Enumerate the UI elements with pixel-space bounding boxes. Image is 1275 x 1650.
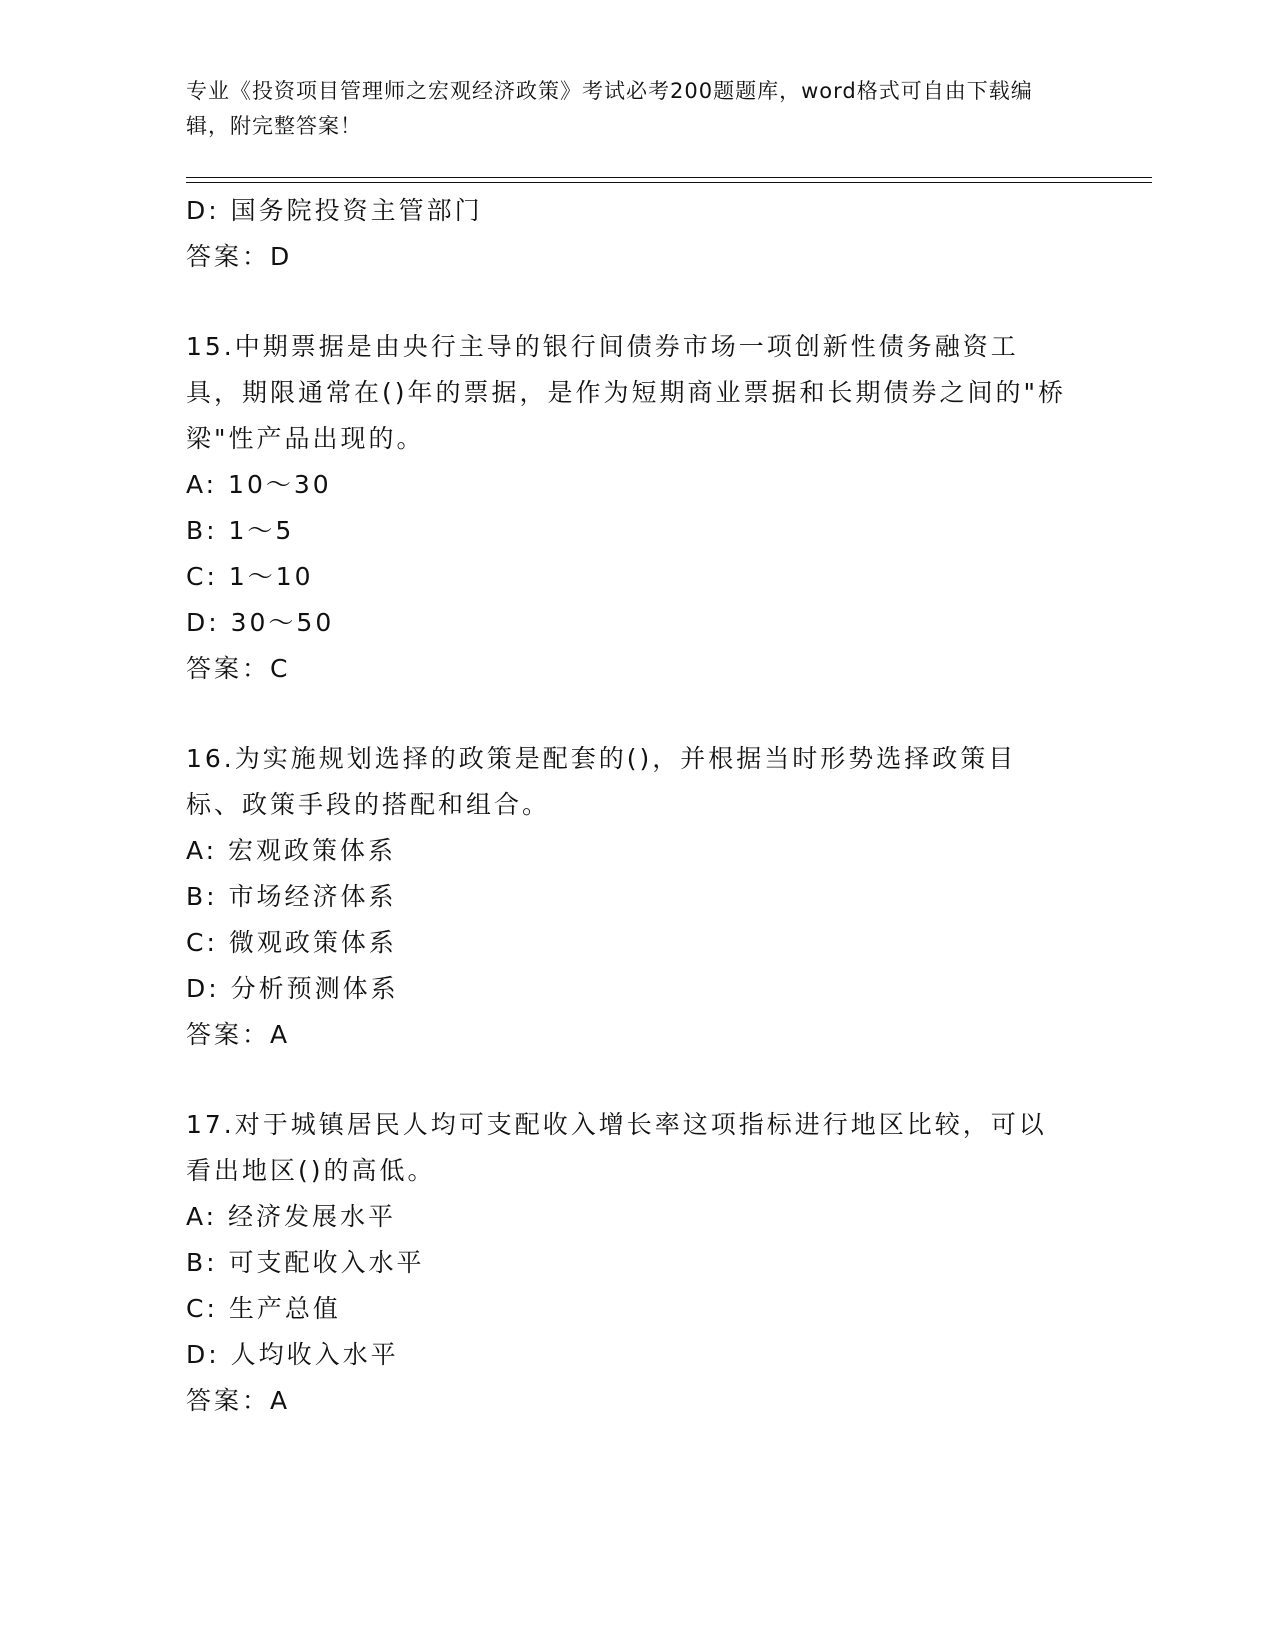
option-d: D: 国务院投资主管部门 xyxy=(186,196,483,225)
header-rule-top xyxy=(186,177,1152,178)
question-content xyxy=(186,188,1086,1468)
header-rule-bottom xyxy=(186,182,1152,183)
question-16 xyxy=(186,736,1086,1058)
option-b: B: 1～5 xyxy=(186,516,295,545)
option-c: C: 生产总值 xyxy=(186,1294,341,1323)
question-stem: 16.为实施规划选择的政策是配套的()，并根据当时形势选择政策目标、政策手段的搭配和组合。 xyxy=(186,744,1017,819)
option-a: A: 经济发展水平 xyxy=(186,1202,397,1231)
question-stem: 15.中期票据是由央行主导的银行间债券市场一项创新性债务融资工具，期限通常在()年的票据，是作为短期商业票据和长期债券之间的"桥梁"性产品出现的。 xyxy=(186,332,1067,453)
question-15 xyxy=(186,324,1086,692)
question-17 xyxy=(186,1102,1086,1424)
option-a: A: 宏观政策体系 xyxy=(186,836,397,865)
option-a: A: 10～30 xyxy=(186,470,332,499)
option-b: B: 可支配收入水平 xyxy=(186,1248,425,1277)
answer: 答案：D xyxy=(186,242,293,271)
option-d: D: 30～50 xyxy=(186,608,335,637)
question-stem: 17.对于城镇居民人均可支配收入增长率这项指标进行地区比较，可以看出地区()的高低。 xyxy=(186,1110,1047,1185)
option-d: D: 人均收入水平 xyxy=(186,1340,399,1369)
option-c: C: 1～10 xyxy=(186,562,314,591)
answer: 答案：A xyxy=(186,1386,291,1415)
answer: 答案：A xyxy=(186,1020,291,1049)
option-d: D: 分析预测体系 xyxy=(186,974,399,1003)
option-c: C: 微观政策体系 xyxy=(186,928,397,957)
answer: 答案：C xyxy=(186,654,291,683)
page-header: 专业《投资项目管理师之宏观经济政策》考试必考200题题库，word格式可自由下载编辑，附完整答案！ xyxy=(186,79,1033,138)
option-b: B: 市场经济体系 xyxy=(186,882,397,911)
